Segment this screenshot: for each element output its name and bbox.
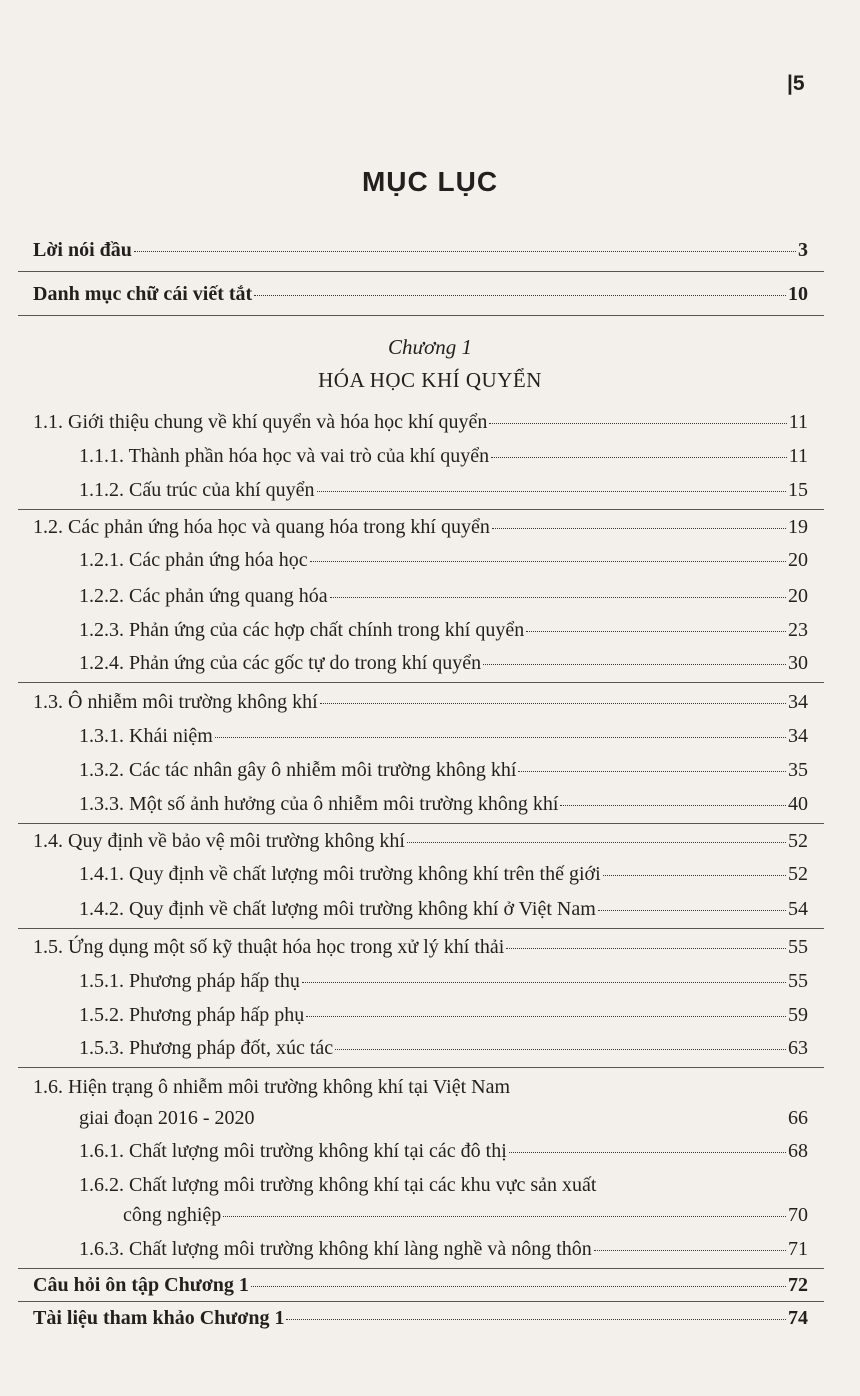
dot-leader: [251, 1286, 786, 1287]
toc-page-number: 19: [788, 516, 808, 538]
toc-entry-text: 1.4.1. Quy định về chất lượng môi trường không khí trên thế giới: [79, 863, 601, 885]
toc-section-1-3[interactable]: [33, 690, 808, 714]
toc-subsection-1-4-1[interactable]: [79, 862, 808, 886]
divider: [18, 682, 824, 683]
dot-leader: [254, 295, 786, 296]
toc-subsection-1-5-2[interactable]: [79, 1003, 808, 1027]
toc-subsection-1-3-2[interactable]: [79, 758, 808, 782]
divider: [18, 1067, 824, 1068]
toc-entry-text: 1.2.2. Các phản ứng quang hóa: [79, 585, 328, 607]
toc-entry-references[interactable]: [33, 1306, 808, 1330]
toc-entry-text: Danh mục chữ cái viết tắt: [33, 283, 253, 305]
chapter-label: Chương 1: [388, 335, 472, 359]
toc-entry-text: 1.5.1. Phương pháp hấp thụ: [79, 970, 300, 992]
toc-page-number: 30: [788, 652, 808, 674]
toc-entry-text: 1.5.3. Phương pháp đốt, xúc tác: [79, 1037, 334, 1059]
dot-leader: [483, 664, 786, 665]
divider: [18, 1301, 824, 1302]
dot-leader: [335, 1049, 786, 1050]
toc-subsection-1-2-1[interactable]: [79, 548, 808, 572]
toc-subsection-1-5-3[interactable]: [79, 1036, 808, 1060]
toc-entry-text: 1.6.1. Chất lượng môi trường không khí tại các đô thị: [79, 1140, 507, 1162]
toc-page-number: 34: [788, 725, 808, 747]
toc-page-number: 35: [788, 759, 808, 781]
toc-page-number: 63: [788, 1037, 808, 1059]
toc-section-1-6[interactable]: [79, 1106, 808, 1130]
toc-subsection-1-2-4[interactable]: [79, 651, 808, 675]
toc-section-1-5[interactable]: [33, 935, 808, 959]
divider: [18, 271, 824, 272]
toc-entry-text: 1.2.3. Phản ứng của các hợp chất chính trong khí quyển: [79, 619, 525, 641]
divider: [18, 823, 824, 824]
divider: [18, 315, 824, 316]
toc-entry-text: 1.3. Ô nhiễm môi trường không khí: [33, 691, 318, 713]
toc-page-number: 71: [788, 1238, 808, 1260]
toc-entry-text: Lời nói đầu: [33, 239, 132, 261]
dot-leader: [223, 1216, 786, 1217]
toc-page-number: 3: [798, 239, 808, 261]
toc-entry-text: 1.1.2. Cấu trúc của khí quyển: [79, 479, 315, 501]
toc-page-number: 11: [788, 411, 808, 433]
dot-leader: [286, 1319, 786, 1320]
dot-leader: [598, 910, 786, 911]
chapter-title: HÓA HỌC KHÍ QUYỂN: [318, 368, 542, 392]
page-number: |5: [787, 72, 805, 95]
toc-page-number: 72: [788, 1274, 808, 1296]
toc-page-number: 52: [788, 863, 808, 885]
dot-leader: [492, 528, 786, 529]
dot-leader: [215, 737, 786, 738]
toc-entry-review-questions[interactable]: [33, 1273, 808, 1297]
dot-leader: [603, 875, 786, 876]
leader-space: [257, 1119, 786, 1120]
divider: [18, 928, 824, 929]
toc-entry-text: 1.4.2. Quy định về chất lượng môi trường không khí ở Việt Nam: [79, 898, 596, 920]
toc-page-number: 20: [788, 549, 808, 571]
toc-page-number: 74: [788, 1307, 808, 1329]
toc-page-number: 68: [788, 1140, 808, 1162]
toc-subsection-1-6-3[interactable]: [79, 1237, 808, 1261]
toc-subsection-1-6-2-line1[interactable]: 1.6.2. Chất lượng môi trường không khí tại các khu vực sản xuất: [79, 1174, 597, 1196]
dot-leader: [310, 561, 786, 562]
page-title: MỤC LỤC: [361, 166, 499, 197]
toc-subsection-1-4-2[interactable]: [79, 897, 808, 921]
toc-subsection-1-1-2[interactable]: [79, 478, 808, 502]
toc-entry-text: 1.4. Quy định về bảo vệ môi trường không khí: [33, 830, 405, 852]
toc-page-number: 20: [788, 585, 808, 607]
dot-leader: [306, 1016, 786, 1017]
toc-entry-abbreviations[interactable]: [33, 282, 808, 306]
toc-page-number: 34: [788, 691, 808, 713]
toc-subsection-1-2-3[interactable]: [79, 618, 808, 642]
dot-leader: [526, 631, 786, 632]
toc-entry-text: 1.5.2. Phương pháp hấp phụ: [79, 1004, 305, 1026]
toc-entry-text: 1.6.3. Chất lượng môi trường không khí làng nghề và nông thôn: [79, 1238, 592, 1260]
toc-section-1-4[interactable]: [33, 829, 808, 853]
toc-entry-text: 1.5. Ứng dụng một số kỹ thuật hóa học trong xử lý khí thải: [33, 936, 505, 958]
dot-leader: [407, 842, 786, 843]
toc-section-1-6-line1[interactable]: 1.6. Hiện trạng ô nhiễm môi trường không khí tại Việt Nam: [33, 1076, 511, 1098]
toc-page-number: 55: [788, 970, 808, 992]
toc-entry-text: giai đoạn 2016 - 2020: [79, 1107, 255, 1129]
toc-entry-text: 1.3.3. Một số ảnh hưởng của ô nhiễm môi trường không khí: [79, 793, 559, 815]
toc-entry-text: 1.2. Các phản ứng hóa học và quang hóa trong khí quyển: [33, 516, 490, 538]
toc-section-1-2[interactable]: [33, 515, 808, 539]
toc-entry-preface[interactable]: [33, 238, 808, 262]
dot-leader: [594, 1250, 786, 1251]
toc-subsection-1-3-3[interactable]: [79, 792, 808, 816]
toc-entry-text: 1.1. Giới thiệu chung về khí quyển và hóa học khí quyển: [33, 411, 488, 433]
toc-entry-text: Câu hỏi ôn tập Chương 1: [33, 1274, 249, 1296]
toc-page-number: 70: [788, 1204, 808, 1226]
toc-entry-text: 1.3.2. Các tác nhân gây ô nhiễm môi trường không khí: [79, 759, 517, 781]
dot-leader: [330, 597, 786, 598]
dot-leader: [302, 982, 786, 983]
dot-leader: [518, 771, 786, 772]
toc-page-number: 59: [788, 1004, 808, 1026]
toc-page-number: 54: [788, 898, 808, 920]
toc-page-number: 23: [788, 619, 808, 641]
toc-page-number: 55: [788, 936, 808, 958]
dot-leader: [489, 423, 786, 424]
toc-entry-text: 1.1.1. Thành phần hóa học và vai trò của khí quyển: [79, 445, 490, 467]
toc-page-number: 10: [788, 283, 808, 305]
toc-subsection-1-2-2[interactable]: [79, 584, 808, 608]
dot-leader: [560, 805, 786, 806]
dot-leader: [320, 703, 786, 704]
toc-section-1-1[interactable]: [33, 410, 808, 434]
toc-page-number: 15: [788, 479, 808, 501]
dot-leader: [491, 457, 787, 458]
divider: [18, 1268, 824, 1269]
toc-entry-text: công nghiệp: [123, 1204, 222, 1226]
dot-leader: [317, 491, 787, 492]
toc-entry-text: 1.3.1. Khái niệm: [79, 725, 213, 747]
toc-page-number: 52: [788, 830, 808, 852]
toc-page-number: 66: [788, 1107, 808, 1129]
dot-leader: [134, 251, 796, 252]
toc-subsection-1-1-1[interactable]: [79, 444, 808, 468]
toc-entry-text: Tài liệu tham khảo Chương 1: [33, 1307, 285, 1329]
dot-leader: [509, 1152, 786, 1153]
toc-subsection-1-5-1[interactable]: [79, 969, 808, 993]
toc-subsection-1-6-2[interactable]: [123, 1203, 808, 1227]
toc-entry-text: 1.2.4. Phản ứng của các gốc tự do trong khí quyển: [79, 652, 482, 674]
toc-page-number: 11: [788, 445, 808, 467]
divider: [18, 509, 824, 510]
toc-subsection-1-6-1[interactable]: [79, 1139, 808, 1163]
toc-page-number: 40: [788, 793, 808, 815]
dot-leader: [506, 948, 786, 949]
toc-entry-text: 1.2.1. Các phản ứng hóa học: [79, 549, 308, 571]
toc-subsection-1-3-1[interactable]: [79, 724, 808, 748]
